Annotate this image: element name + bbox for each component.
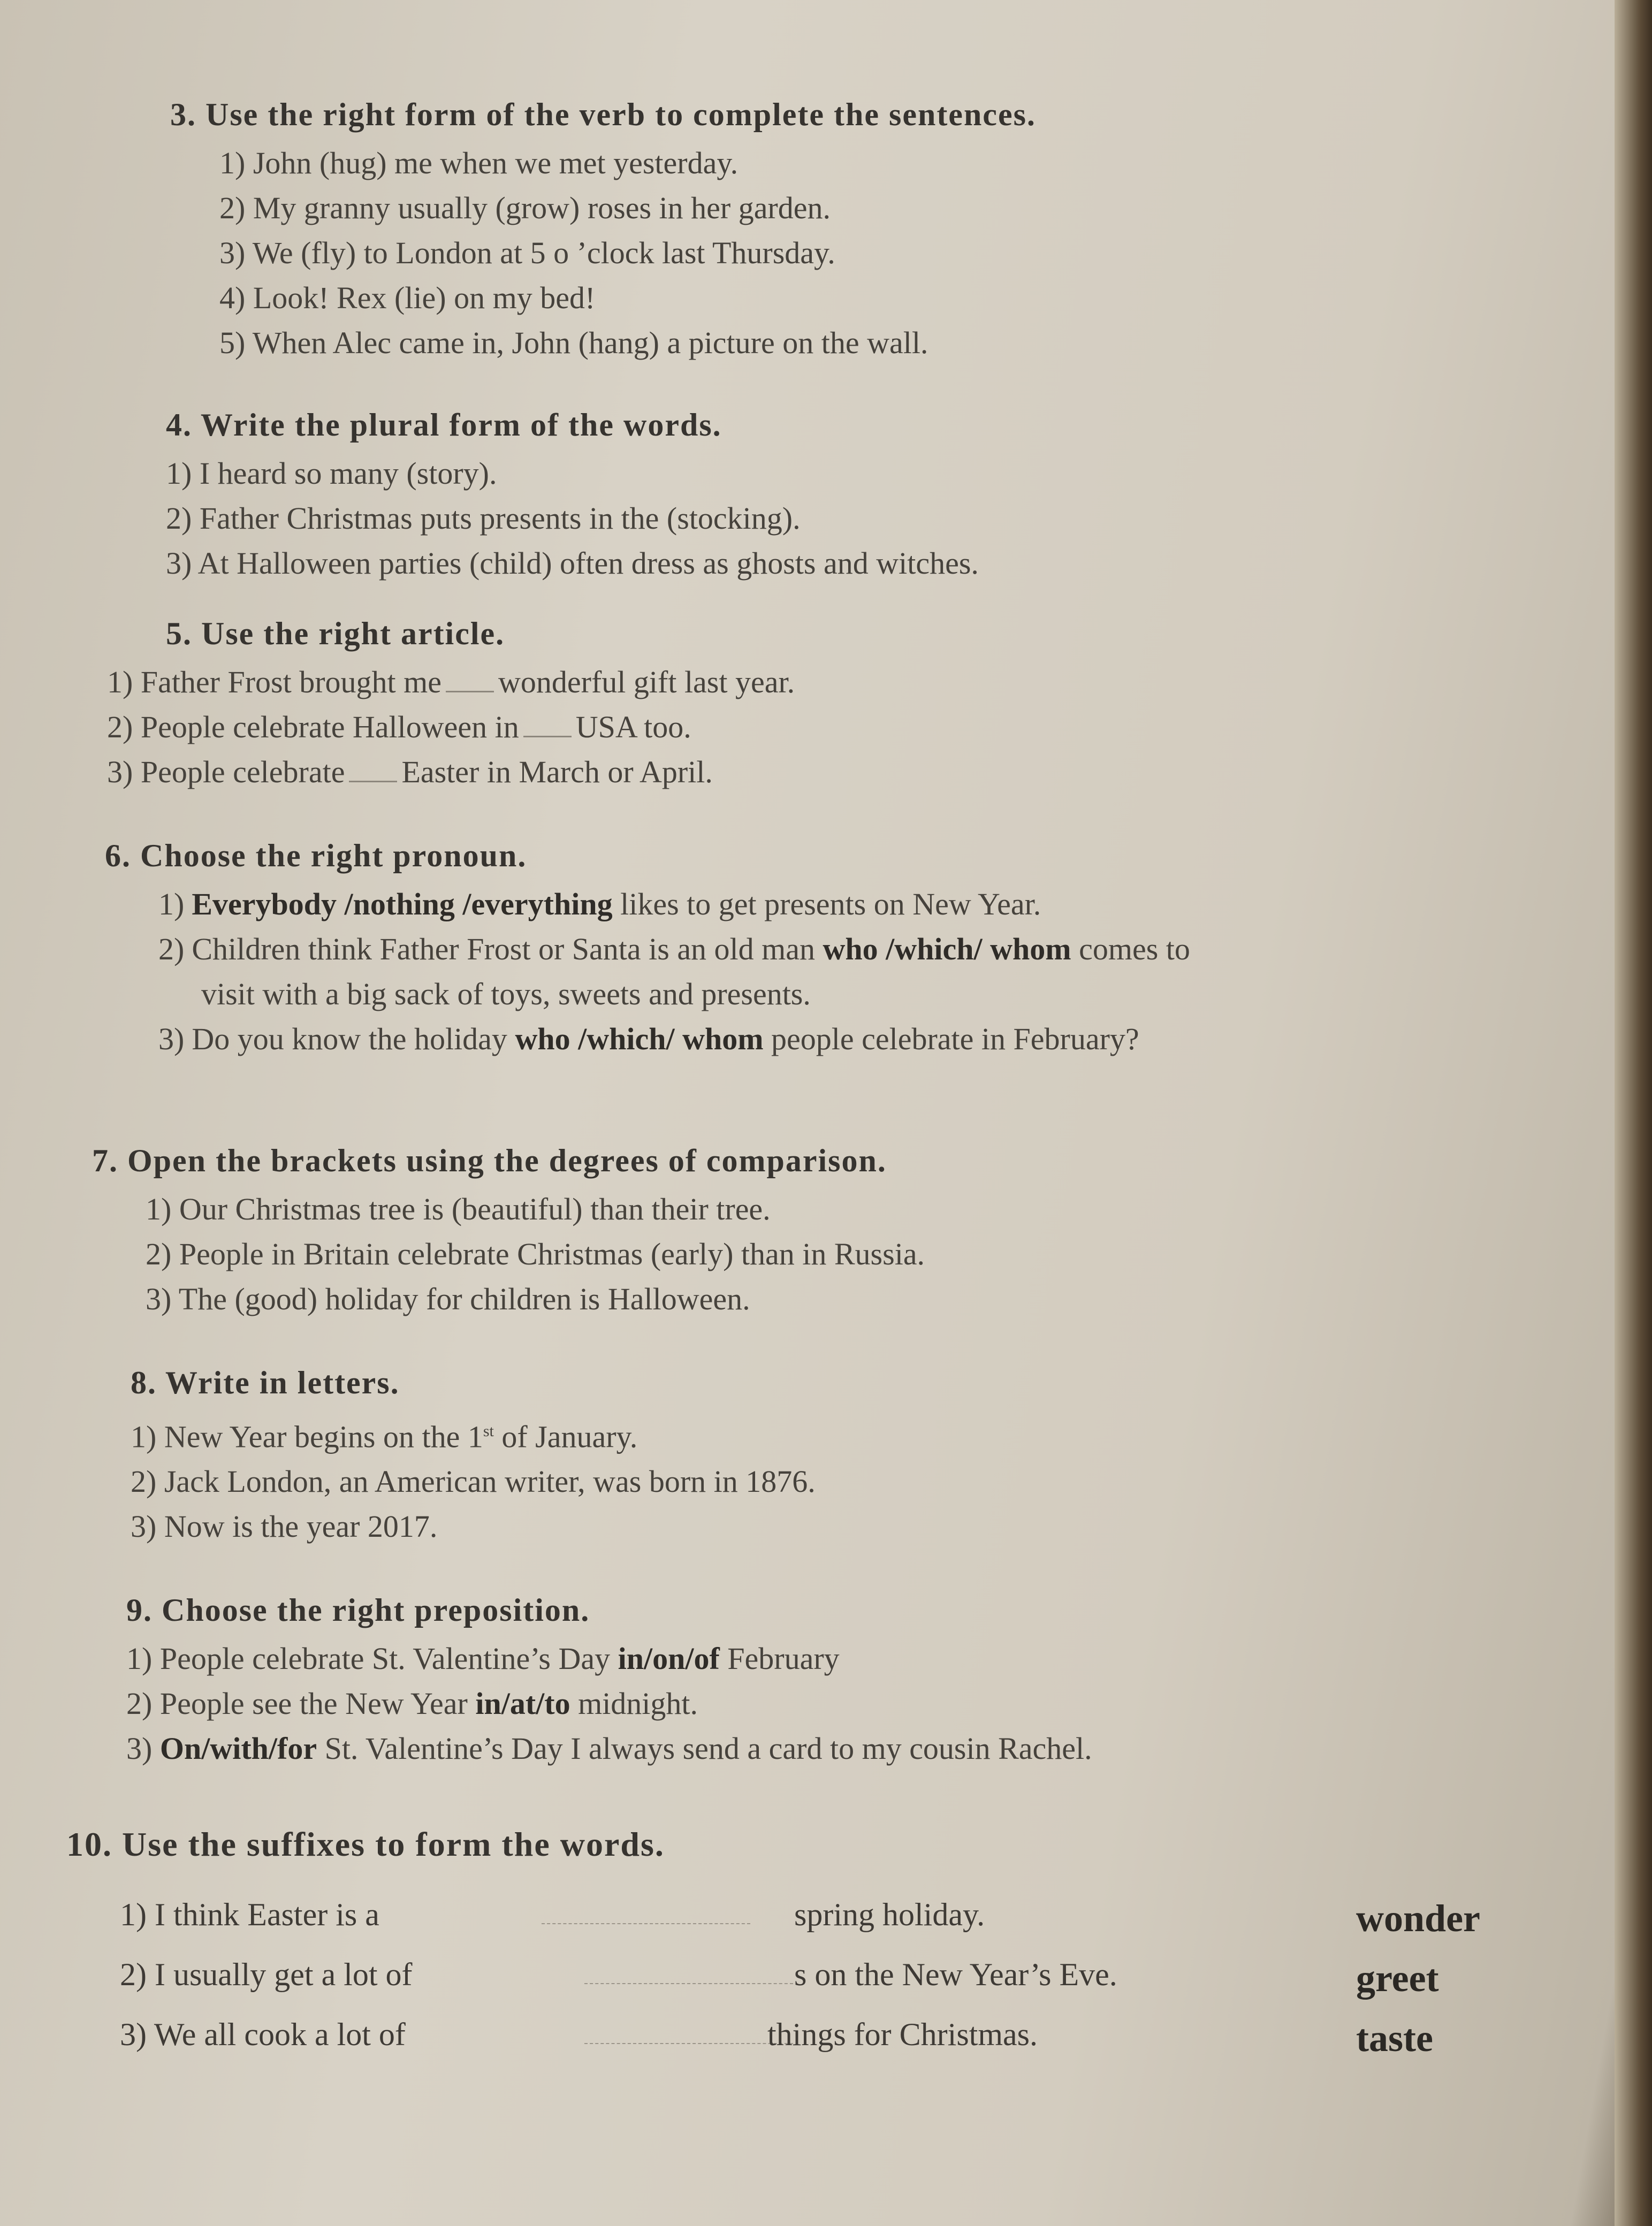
exercise-6-item-3: [158, 1017, 1190, 1062]
exercise-3-item-5: 5) When Alec came in, John (hang) a picture on the wall.: [219, 325, 928, 360]
item-text: s on the New Year’s Eve.: [794, 1957, 1117, 1992]
exercise-7: [92, 1142, 925, 1322]
exercise-3-item-4: 4) Look! Rex (lie) on my bed!: [219, 280, 596, 315]
exercise-8: [131, 1364, 816, 1549]
exercise-4-item-1: 1) I heard so many (story).: [166, 456, 497, 491]
item-text: 3) We all cook a lot of: [120, 2017, 406, 2052]
preposition-choice: in/at/to: [475, 1686, 570, 1721]
base-word: greet: [1356, 1957, 1439, 2000]
exercise-5-item-1: [107, 660, 795, 705]
base-word: wonder: [1356, 1897, 1480, 1940]
item-text: wonderful gift last year.: [498, 665, 795, 699]
item-text: Do you know the holiday: [192, 1021, 507, 1056]
exercise-3: [170, 96, 1036, 365]
item-text: of January.: [493, 1419, 638, 1454]
item-text: 1) New Year begins on the 1: [131, 1419, 483, 1454]
ordinal-suffix: st: [483, 1422, 494, 1440]
exercise-7-title: 7. Open the brackets using the degrees of comparison.: [92, 1143, 887, 1178]
item-number: 3): [158, 1021, 185, 1056]
answer-blank[interactable]: [523, 709, 572, 737]
exercise-8-item-2: 2) Jack London, an American writer, was born in 1876.: [131, 1464, 816, 1499]
answer-blank[interactable]: [542, 1896, 750, 1924]
exercise-5: [107, 615, 795, 795]
exercise-10: [66, 1825, 1575, 2076]
item-text: USA too.: [575, 710, 691, 744]
exercise-3-item-2: 2) My granny usually (grow) roses in her garden.: [219, 190, 831, 225]
item-text: 1) People celebrate St. Valentine’s Day: [126, 1641, 611, 1676]
exercise-9-item-1: [126, 1636, 1092, 1681]
exercise-9: [126, 1592, 1092, 1771]
exercise-3-item-3: 3) We (fly) to London at 5 o ’clock last Thursday.: [219, 235, 835, 270]
item-text: comes to: [1079, 932, 1190, 966]
exercise-7-item-3: 3) The (good) holiday for children is Halloween.: [146, 1282, 750, 1316]
answer-blank[interactable]: [349, 754, 397, 782]
answer-blank[interactable]: [584, 2016, 793, 2044]
item-text: 3): [126, 1731, 153, 1766]
item-text: 1) Father Frost brought me: [107, 665, 442, 699]
answer-blank[interactable]: [584, 1956, 793, 1984]
item-text: 3) People celebrate: [107, 754, 345, 789]
exercise-6: [105, 837, 1190, 1062]
exercise-10-title: 10. Use the suffixes to form the words.: [66, 1825, 665, 1863]
item-number: 2): [158, 932, 185, 966]
exercise-5-item-2: [107, 705, 795, 750]
exercise-5-title: 5. Use the right article.: [166, 616, 505, 651]
exercise-6-item-2: [158, 927, 1190, 972]
item-text: things for Christmas.: [767, 2017, 1038, 2052]
exercise-8-title: 8. Write in letters.: [131, 1365, 400, 1400]
pronoun-choice: Everybody /nothing /everything: [192, 887, 613, 921]
item-text: likes to get presents on New Year.: [620, 887, 1041, 921]
exercise-6-item-1: [158, 882, 1190, 927]
exercise-10-row-1: [120, 1896, 1575, 1956]
exercise-7-item-2: 2) People in Britain celebrate Christmas (early) than in Russia.: [146, 1237, 925, 1271]
item-number: 1): [158, 887, 185, 921]
item-text: 2) I usually get a lot of: [120, 1957, 413, 1992]
item-text: 2) People celebrate Halloween in: [107, 710, 519, 744]
exercise-10-row-3: [120, 2016, 1575, 2076]
exercise-6-item-2-continued: visit with a big sack of toys, sweets and presents.: [201, 977, 811, 1011]
exercise-8-item-3: 3) Now is the year 2017.: [131, 1509, 438, 1544]
item-text: February: [727, 1641, 840, 1676]
exercise-5-item-3: [107, 750, 795, 795]
item-text: Easter in March or April.: [401, 754, 713, 789]
item-text: spring holiday.: [794, 1897, 985, 1932]
exercise-9-item-2: [126, 1681, 1092, 1726]
exercise-10-row-2: [120, 1956, 1575, 2016]
answer-blank[interactable]: [446, 664, 494, 692]
item-text: people celebrate in February?: [771, 1021, 1139, 1056]
page-edge-shadow: [1615, 0, 1652, 2226]
item-text: Children think Father Frost or Santa is an old man: [192, 932, 816, 966]
exercise-4-title: 4. Write the plural form of the words.: [166, 407, 722, 443]
base-word: taste: [1356, 2017, 1433, 2060]
exercise-7-item-1: 1) Our Christmas tree is (beautiful) than their tree.: [146, 1192, 771, 1226]
exercise-9-item-3: [126, 1726, 1092, 1771]
item-text: midnight.: [578, 1686, 698, 1721]
exercise-3-title: 3. Use the right form of the verb to complete the sentences.: [170, 97, 1036, 132]
preposition-choice: On/with/for: [159, 1731, 317, 1766]
exercise-4-item-2: 2) Father Christmas puts presents in the (stocking).: [166, 501, 801, 536]
exercise-9-title: 9. Choose the right preposition.: [126, 1592, 590, 1628]
item-text: 1) I think Easter is a: [120, 1897, 379, 1932]
preposition-choice: in/on/of: [618, 1641, 720, 1676]
exercise-4: [166, 407, 979, 586]
exercise-6-title: 6. Choose the right pronoun.: [105, 838, 527, 873]
pronoun-choice: who /which/ whom: [515, 1021, 764, 1056]
item-text: 2) People see the New Year: [126, 1686, 468, 1721]
exercise-3-item-1: 1) John (hug) me when we met yesterday.: [219, 146, 739, 180]
exercise-4-item-3: 3) At Halloween parties (child) often dress as ghosts and witches.: [166, 546, 979, 581]
pronoun-choice: who /which/ whom: [823, 932, 1071, 966]
item-text: St. Valentine’s Day I always send a card to my cousin Rachel.: [324, 1731, 1092, 1766]
exercise-8-item-1: [131, 1409, 816, 1459]
